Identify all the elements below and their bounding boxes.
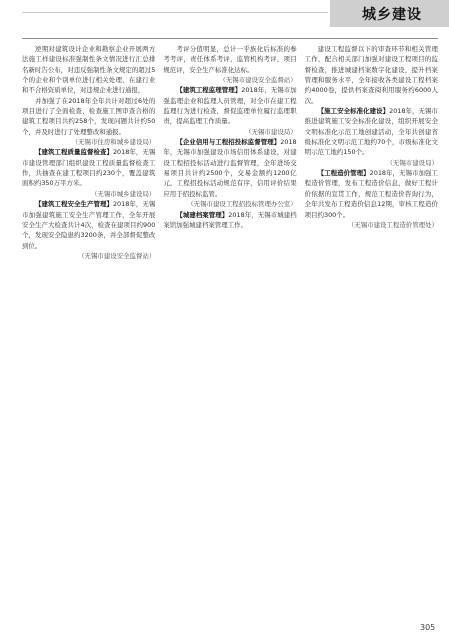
header-rule-top [22,12,328,13]
article-title: 【城建档案管理】 [176,210,229,219]
article-paragraph [22,199,155,251]
article-body: 2018年，无锡市加强工程造价管理，发布工程造价信息，做好工程计价依据的宣贯工作，规范工程造价咨询行为，全年共发布工程造价信息12期，审核工程造价项目约300个。 [304,169,438,219]
body-paragraph: 建设工程监督以下的审查环节和相关管理工作，配合相关部门加强对建设工程项目的监督检查，推进城建档案数字化建设，提升档案管理和服务水平，全年接收各类建设工程档案约4000卷，提供档案查阅利用服务约6000人次。 [304,45,438,105]
article-paragraph [305,106,438,158]
source-line: （无锡市建设工程造价管理处） [347,220,438,229]
article-title: 【建筑工程质量监督检查】 [35,148,113,157]
section-title: 城乡建设 [362,7,422,23]
source-line: （无锡市建设局） [386,158,438,167]
article-title: 【建筑工程安全生产管理】 [35,200,113,209]
article-paragraph [163,137,296,199]
body-columns [22,44,438,610]
page-number: 305 [420,623,436,632]
body-paragraph: 考评分值明显，总计一乎族化后标准的参考考评，责任体系考评，监管机构考评，项目规范评，安全生产标准化达标。 [163,45,297,74]
article-paragraph [305,168,438,220]
article-title: 【企业信用与工程招投标监督管理】 [176,138,281,147]
article-body: 2018年，无锡市建设管理部门组织建设工程质量监督检查工作，共抽查在建工程项目约230个，覆盖建筑面积约350万平方米。 [22,148,156,188]
article-paragraph [22,147,155,188]
article-body: 2018年，无锡市城建档案馆加强城建档案管理工作。 [163,210,297,229]
article-title: 【工程造价管理】 [317,169,370,178]
article-body: 2018年，无锡市加强建筑施工安全生产管理工作，全年开展安全生产大检查共计4次，检查在建项目约900个，发现安全隐患约3200条，并全部督促整改到位。 [22,200,156,250]
article-body: 2018年，无锡市推进建筑施工安全标准化建设，组织开展安全文明标准化示范工地创建活动，全年共创建省级标准化文明示范工地约70个，市级标准化文明示范工地约150个。 [304,107,438,157]
article-paragraph [163,210,296,231]
article-body: 2018年，无锡市加强建设市场信用体系建设，对建设工程招投标活动进行监督管理，全年进场交易项目共计约2500个，交易金额约1200亿元，工程招投标活动规范有序，信用评价结果应用于招投标监管。 [163,138,297,198]
source-line: （无锡市建设安全监督站） [219,76,297,85]
article-paragraph [163,85,296,126]
body-paragraph: 逆期对建筑设计企业和勘察企业开展两方法施工样建设标准强制性条文情况进行汇总排名新时告公布，对违反强制性条文规定的超过5个的企业和个别单位进行相关处理，在建行业和不合格资质单位，对违规企业进行通报， [22,45,156,95]
text-column-1 [22,44,155,610]
source-line: （无锡市建设安全监督站） [78,251,156,260]
header-rule-bottom [22,38,438,39]
text-column-2 [163,44,296,610]
text-column-3 [305,44,438,610]
source-line: （无锡市建设工程招投标管理办公室） [187,200,297,209]
source-line: （无锡市建设局） [245,127,297,136]
body-paragraph: 并加强了在2018年全年共计对超过6处的项目进行了全面检查，检查施工图审查合格的建筑工程项目共约258个，发现问题共计约50个，并及时进行了处理整改和通报。 [22,96,156,136]
article-title: 【施工安全标准化建设】 [317,107,390,116]
article-body: 2018年，无锡市加强监理企业和监理人员管理，对全市在建工程监理行为进行检查，督促监理单位履行监理职责，提高监理工作质量。 [163,86,297,126]
source-line: （无锡市城乡建设局） [90,189,156,198]
article-title: 【建筑工程监理管理】 [176,86,242,95]
source-line: （无锡市住房和城乡建设局） [71,138,156,147]
